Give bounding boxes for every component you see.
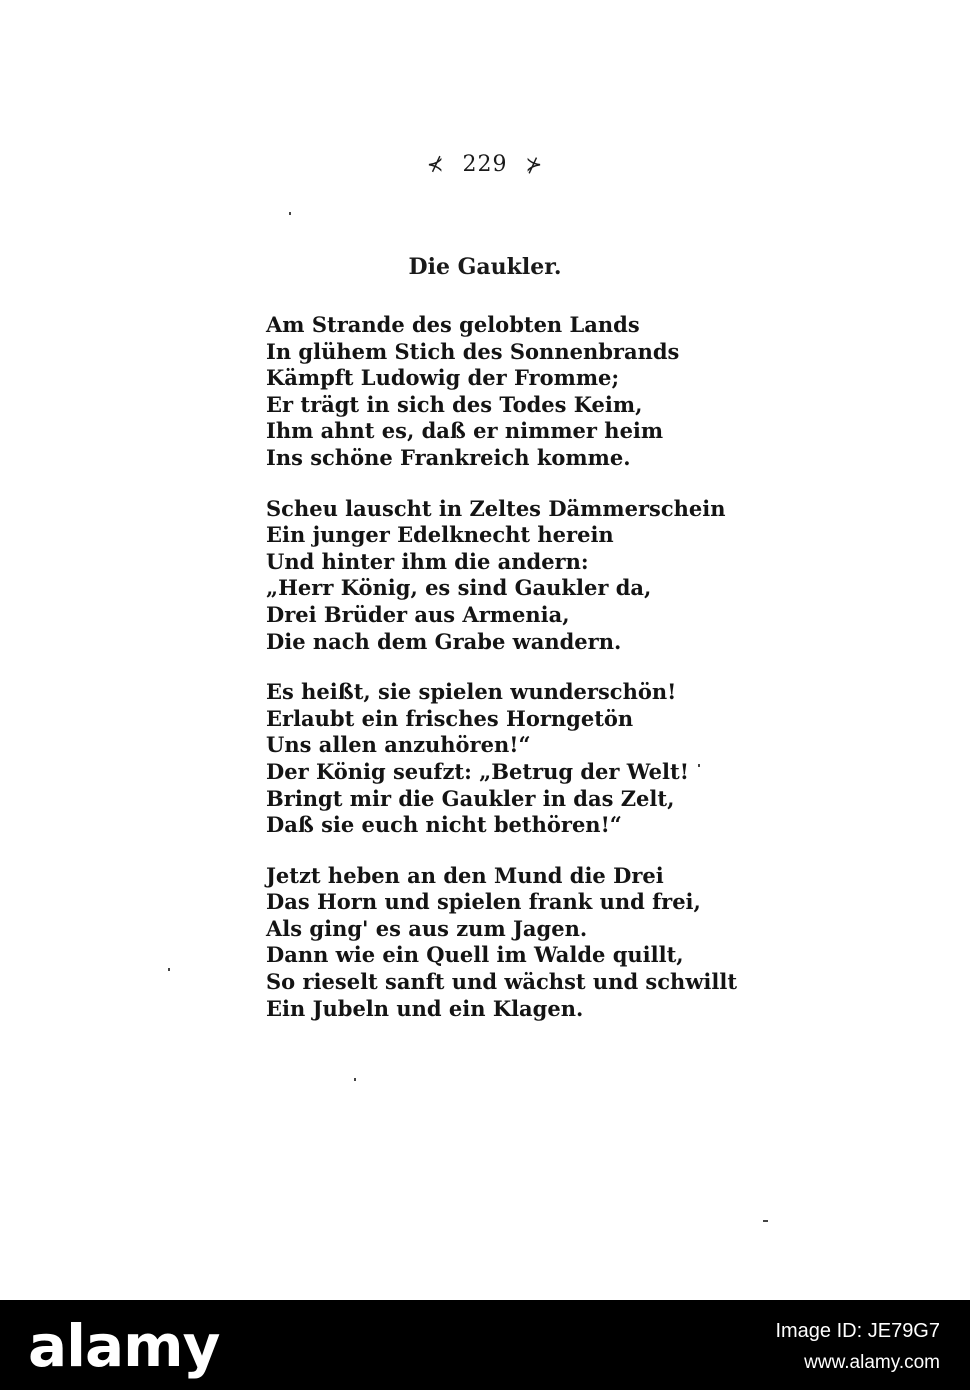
- verse-line: Die nach dem Grabe wandern.: [266, 628, 622, 654]
- page-number: 229: [462, 152, 508, 177]
- ornament-left-icon: ⊀: [426, 152, 445, 176]
- verse-line: Der König seufzt: „Betrug der Welt!: [266, 758, 689, 784]
- verse-line: Ein Jubeln und ein Klagen.: [266, 995, 584, 1021]
- poem-title: Die Gaukler.: [408, 254, 562, 280]
- poem-body: [266, 312, 738, 1046]
- verse-line: Ein junger Edelknecht herein: [266, 522, 614, 548]
- page-header: [0, 152, 970, 177]
- scan-speck: [289, 212, 291, 215]
- scan-speck: [168, 968, 170, 971]
- stanza: [266, 862, 738, 1023]
- verse-line: Dann wie ein Quell im Walde quillt,: [266, 942, 684, 968]
- scan-speck: [763, 1220, 768, 1222]
- scan-speck: [698, 764, 700, 767]
- stanza: [266, 312, 686, 472]
- ornament-right-icon: ⊁: [525, 152, 544, 176]
- watermark-bar: [0, 1300, 970, 1390]
- verse-line: Das Horn und spielen frank und frei,: [266, 889, 701, 915]
- verse-line: Er trägt in sich des Todes Keim,: [266, 391, 643, 417]
- verse-line: Erlaubt ein frisches Horngetön: [266, 705, 634, 731]
- scan-speck: [354, 1078, 356, 1081]
- alamy-logo: alamy: [28, 1312, 220, 1380]
- verse-line: Uns allen anzuhören!“: [266, 732, 531, 758]
- stanza: [266, 679, 689, 839]
- verse-line: Am Strande des gelobten Lands: [266, 312, 640, 337]
- verse-line: Ihm ahnt es, daß er nimmer heim: [266, 418, 664, 444]
- verse-line: Es heißt, sie spielen wunderschön!: [266, 679, 677, 705]
- site-url: www.alamy.com: [804, 1352, 940, 1373]
- verse-line: „Herr König, es sind Gaukler da,: [266, 575, 652, 601]
- verse-line: Bringt mir die Gaukler in das Zelt,: [266, 785, 675, 811]
- image-id-label: Image ID: JE79G7: [775, 1320, 940, 1342]
- stanza: [266, 495, 726, 656]
- verse-line: Ins schöne Frankreich komme.: [266, 444, 631, 470]
- verse-line: Und hinter ihm die andern:: [266, 548, 589, 574]
- verse-line: Als ging' es aus zum Jagen.: [266, 915, 588, 941]
- verse-line: Drei Brüder aus Armenia,: [266, 601, 570, 627]
- verse-line: So rieselt sanft und wächst und schwillt: [266, 969, 738, 995]
- verse-line: Jetzt heben an den Mund die Drei: [266, 862, 664, 888]
- verse-line: Daß sie euch nicht bethören!“: [266, 812, 622, 838]
- verse-line: Kämpft Ludowig der Fromme;: [266, 365, 620, 391]
- verse-line: Scheu lauscht in Zeltes Dämmerschein: [266, 495, 726, 521]
- verse-line: In glühem Stich des Sonnenbrands: [266, 338, 680, 364]
